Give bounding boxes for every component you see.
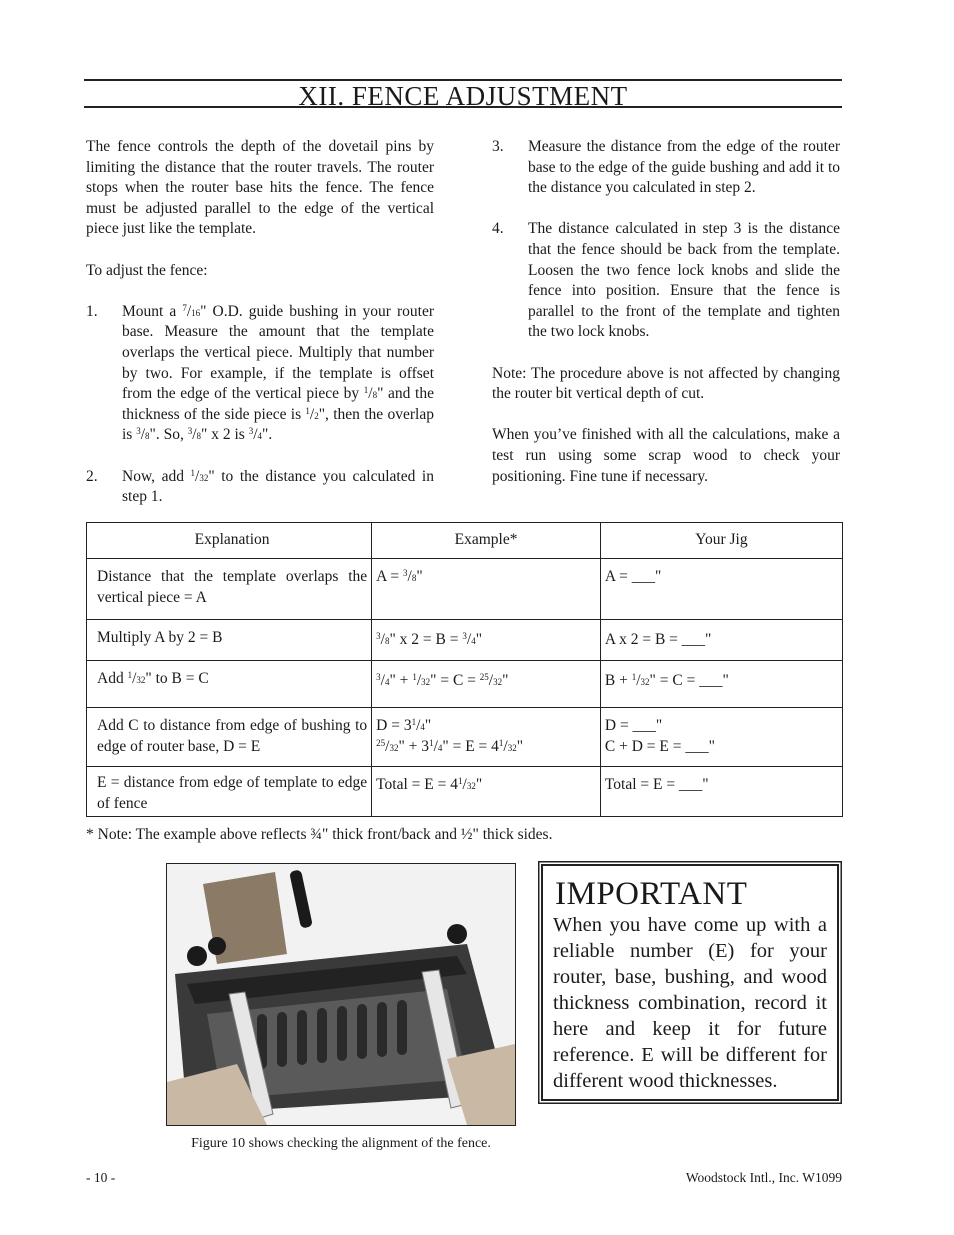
table-row xyxy=(87,559,843,620)
step-2-number: 2. xyxy=(86,467,98,485)
step-2-text: Now, add $^1$/32" to the distance you calculated in step 1. xyxy=(122,467,434,506)
right-column xyxy=(492,137,840,508)
page-title: XII. FENCE ADJUSTMENT xyxy=(298,81,628,111)
explanation-cell: Multiply A by 2 = B xyxy=(87,620,372,661)
header-example: Example* xyxy=(372,523,601,559)
step-1 xyxy=(86,302,434,446)
table-row xyxy=(87,708,843,767)
header-rule-bottom xyxy=(84,106,842,108)
header-your-jig: Your Jig xyxy=(600,523,842,559)
example-cell: $^3$/4" + $^1$/32" = C = $^{25}$/32" xyxy=(372,661,601,708)
intro-paragraph: The fence controls the depth of the dovetail pins by limiting the distance that the router travels. The router stops when the router base hits the fence. The fence must be adjusted parallel to the edge of the vertical piece just like the template. xyxy=(86,138,434,238)
your-jig-cell: A = ___" xyxy=(600,559,842,620)
table-header-row xyxy=(87,523,843,559)
important-text: When you have come up with a reliable number (E) for your router, base, bushing, and wood thickness combination, record it here and keep it for future reference. E will be different for different wood thicknesses. xyxy=(553,914,827,1092)
table-row xyxy=(87,620,843,661)
step-3-text: Measure the distance from the edge of the router base to the edge of the guide bushing and add it to the distance you calculated in step 2. xyxy=(528,138,840,197)
calculation-table xyxy=(86,522,843,817)
step-4 xyxy=(492,219,840,343)
explanation-cell: Add $^1$/32" to B = C xyxy=(87,661,372,708)
example-cell: $D = 3^1/4$" $^{25}$/32" + $3^1/4$" = $E = 4^1/32$" xyxy=(372,708,601,767)
table-row xyxy=(87,767,843,817)
your-jig-cell: Total = E = ___" xyxy=(600,767,842,817)
your-jig-cell: D = ___" C + D = E = ___" xyxy=(600,708,842,767)
note-paragraph: Note: The procedure above is not affected by changing the router bit vertical depth of cut. xyxy=(492,364,840,403)
step-3-number: 3. xyxy=(492,138,504,155)
step-1-number: 1. xyxy=(86,302,98,320)
jig-illustration xyxy=(167,864,515,1125)
important-box xyxy=(541,864,839,1101)
step-4-number: 4. xyxy=(492,220,504,238)
header-explanation: Explanation xyxy=(87,523,372,559)
example-cell: A = $^3$/8" xyxy=(372,559,601,620)
step-3 xyxy=(492,137,840,199)
your-jig-cell: B + $^1$/32" = C = ___" xyxy=(600,661,842,708)
step-1-text: Mount a $^7$/16" O.D. guide bushing in your router base. Measure the amount that the template overlaps the vertical piece. Multiply that number by two. For example, if the template is offset from the edge of the vertical piece by $^1$/8" and the thickness of the side piece is $^1$/2", then the overlap is $^3$/8". So, $^3$/8" x 2 is $^3$/4". xyxy=(122,302,434,444)
figure-caption: Figure 10 shows checking the alignment of the fence. xyxy=(191,1136,491,1151)
page-number: - 10 - xyxy=(86,1170,116,1185)
left-column xyxy=(86,137,434,528)
explanation-cell: E = distance from edge of template to edge of fence xyxy=(87,767,372,817)
footer-company: Woodstock Intl., Inc. W1099 xyxy=(685,1170,842,1185)
table-row xyxy=(87,661,843,708)
example-cell: $^3$/8" x 2 = B = $^3$/4" xyxy=(372,620,601,661)
table-footnote: * Note: The example above reflects ¾" thick front/back and ½" thick sides. xyxy=(86,826,553,843)
step-4-text: The distance calculated in step 3 is the distance that the fence should be back from the template. Loosen the two fence lock knobs and slide the fence into position. Ensure that the fence is parallel to the front of the template and tighten the two lock knobs. xyxy=(528,220,840,341)
finish-paragraph: When you’ve finished with all the calculations, make a test run using some scrap wood to check your positioning. Fine tune if necessary. xyxy=(492,426,840,485)
your-jig-cell: A x 2 = B = ___" xyxy=(600,620,842,661)
explanation-cell: Distance that the template overlaps the vertical piece = A xyxy=(87,559,372,620)
fence-alignment-photo xyxy=(166,863,516,1126)
explanation-cell: Add C to distance from edge of bushing to edge of router base, D = E xyxy=(87,708,372,767)
step-2 xyxy=(86,467,434,508)
important-heading: IMPORTANT xyxy=(555,876,748,912)
example-cell: Total = $E = 4^1/32$" xyxy=(372,767,601,817)
lead-text: To adjust the fence: xyxy=(86,261,208,279)
